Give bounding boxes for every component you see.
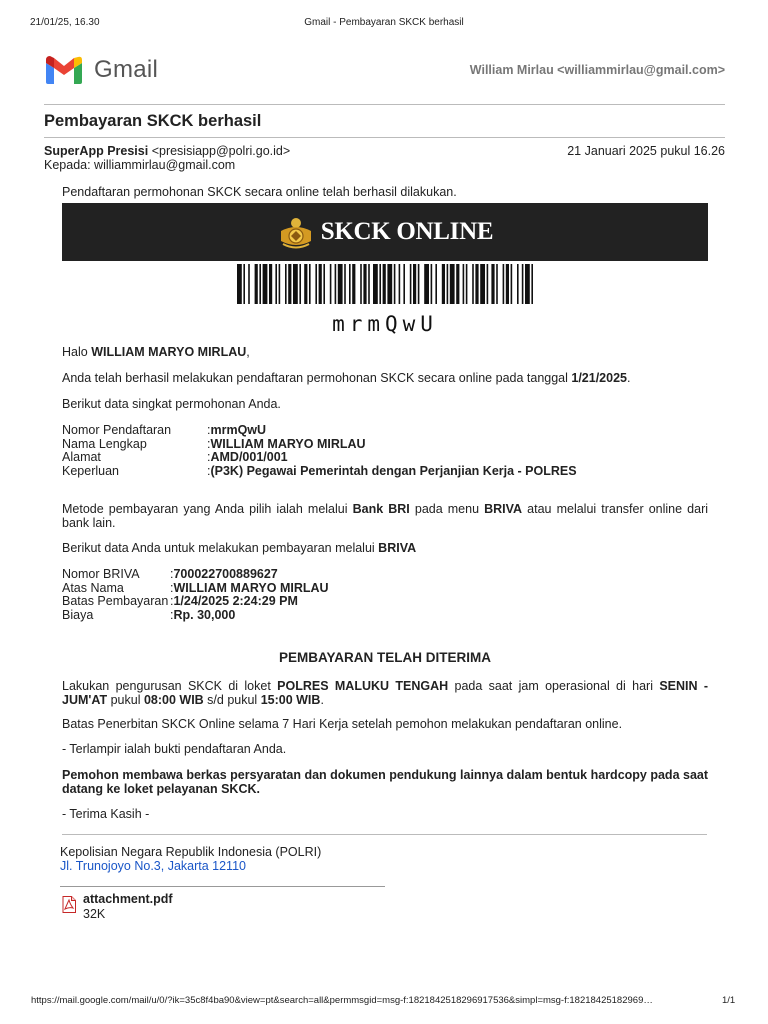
barcode-bar bbox=[472, 264, 474, 304]
payment-menu: BRIVA bbox=[484, 502, 523, 516]
registered-prefix: Anda telah berhasil melakukan pendaftaran permohonan SKCK secara online pada tanggal bbox=[62, 371, 572, 385]
registered-suffix: . bbox=[626, 371, 631, 385]
office-text-5: . bbox=[320, 692, 324, 707]
briva-row: Batas Pembayaran :1/24/2025 2:24:29 PM bbox=[62, 594, 298, 608]
gmail-wordmark: Gmail bbox=[94, 56, 159, 83]
barcode-bar bbox=[269, 264, 272, 304]
barcode-bar bbox=[379, 264, 381, 304]
gmail-m-icon bbox=[44, 55, 84, 85]
briva-details bbox=[62, 568, 329, 622]
registration-value: mrmQwU bbox=[210, 423, 267, 437]
barcode-bar bbox=[344, 264, 346, 304]
office-text-2: pada saat jam operasional di hari bbox=[448, 679, 660, 693]
barcode-bar bbox=[275, 264, 277, 304]
barcode-bar bbox=[456, 264, 459, 304]
barcode-bar bbox=[237, 264, 242, 304]
briva-value: 700022700889627 bbox=[173, 567, 278, 581]
barcode-bar bbox=[352, 264, 355, 304]
signature-org: Kepolisian Negara Republik Indonesia (POLRI) bbox=[60, 845, 322, 859]
registration-value: AMD/001/001 bbox=[210, 450, 288, 464]
barcode-bar bbox=[288, 264, 291, 304]
sender-name: SuperApp Presisi bbox=[44, 144, 149, 158]
barcode-bar bbox=[368, 264, 370, 304]
registered-date: 1/21/2025 bbox=[571, 371, 627, 385]
greeting bbox=[62, 346, 708, 360]
barcode-bar bbox=[299, 264, 301, 304]
briva-value: 1/24/2025 2:24:29 PM bbox=[173, 594, 298, 608]
briva-intro bbox=[62, 542, 708, 556]
barcode-bar bbox=[466, 264, 468, 304]
barcode-bar bbox=[463, 264, 465, 304]
email-subject: Pembayaran SKCK berhasil bbox=[44, 112, 262, 130]
office-name: POLRES MALUKU TENGAH bbox=[277, 679, 449, 693]
briva-label: Biaya bbox=[62, 607, 94, 622]
barcode-bar bbox=[309, 264, 311, 304]
briva-label: Nomor BRIVA bbox=[62, 567, 140, 581]
briva-value: Rp. 30,000 bbox=[173, 607, 236, 622]
header-divider bbox=[44, 104, 725, 105]
barcode-bar bbox=[496, 264, 498, 304]
barcode-bar bbox=[517, 264, 519, 304]
barcode-bar bbox=[263, 264, 268, 304]
print-page-title: Gmail - Pembayaran SKCK berhasil bbox=[304, 17, 464, 28]
barcode-bar bbox=[403, 264, 405, 304]
barcode-bar bbox=[480, 264, 485, 304]
banner-title: SKCK ONLINE bbox=[320, 218, 494, 245]
barcode-bar bbox=[450, 264, 455, 304]
print-url: https://mail.google.com/mail/u/0/?ik=35c8f4ba90&view=pt&search=all&permmsgid=msg-f:1821842518296917536&simpl=msg-f:18218425182969… bbox=[31, 995, 653, 1006]
barcode-bar bbox=[413, 264, 416, 304]
barcode-bar bbox=[279, 264, 281, 304]
attachment-size: 32K bbox=[83, 907, 106, 921]
briva-label: Atas Nama bbox=[62, 580, 124, 595]
barcode-bar bbox=[475, 264, 478, 304]
registration-row: Alamat :AMD/001/001 bbox=[62, 450, 288, 464]
attachment-divider bbox=[60, 886, 385, 887]
barcode-bar bbox=[503, 264, 505, 304]
barcode-bar bbox=[255, 264, 258, 304]
barcode-bar bbox=[338, 264, 343, 304]
registration-barcode bbox=[237, 264, 533, 304]
barcode-bar bbox=[248, 264, 250, 304]
briva-intro-prefix: Berikut data Anda untuk melakukan pembayaran melalui bbox=[62, 541, 379, 555]
briva-row: Biaya :Rp. 30,000 bbox=[62, 607, 236, 622]
greeting-suffix: , bbox=[246, 345, 250, 359]
barcode-bar bbox=[349, 264, 351, 304]
barcode-bar bbox=[394, 264, 396, 304]
summary-intro: Berikut data singkat permohonan Anda. bbox=[62, 397, 281, 411]
email-sender bbox=[44, 144, 290, 158]
registered-text bbox=[62, 372, 708, 386]
signature-address-link[interactable]: Jl. Trunojoyo No.3, Jakarta 12110 bbox=[60, 859, 246, 873]
thanks-text: - Terima Kasih - bbox=[62, 807, 150, 821]
registration-label: Nomor Pendaftaran bbox=[62, 423, 172, 437]
barcode-bar bbox=[319, 264, 322, 304]
briva-intro-bold: BRIVA bbox=[378, 541, 417, 555]
payment-bank: Bank BRI bbox=[352, 502, 410, 516]
registration-label: Nama Lengkap bbox=[62, 436, 147, 451]
payment-text-3: atau melalui transfer online dari bank lain. bbox=[62, 502, 709, 530]
barcode-bar bbox=[259, 264, 261, 304]
registration-row: Nomor Pendaftaran :mrmQwU bbox=[62, 423, 267, 437]
barcode-bar bbox=[387, 264, 392, 304]
attached-note: - Terlampir ialah bukti pendaftaran Anda. bbox=[62, 742, 287, 756]
intro-text: Pendaftaran permohonan SKCK secara online telah berhasil dilakukan. bbox=[62, 185, 457, 199]
email-recipient: Kepada: williammirlau@gmail.com bbox=[44, 158, 236, 172]
registration-details bbox=[62, 424, 577, 478]
print-page-number: 1/1 bbox=[722, 995, 736, 1006]
briva-row: Nomor BRIVA :700022700889627 bbox=[62, 567, 278, 581]
barcode-bar bbox=[410, 264, 412, 304]
office-text-4: s/d pukul bbox=[203, 692, 261, 707]
office-close: 15:00 WIB bbox=[260, 692, 321, 707]
office-days: SENIN - JUM'AT bbox=[62, 679, 709, 707]
barcode-bar bbox=[506, 264, 509, 304]
signature-divider bbox=[62, 834, 707, 835]
office-text-1: Lakukan pengurusan SKCK di loket bbox=[62, 679, 278, 693]
barcode-bar bbox=[360, 264, 362, 304]
registration-label: Alamat bbox=[62, 450, 101, 464]
subject-divider bbox=[44, 137, 725, 138]
barcode-bar bbox=[442, 264, 445, 304]
barcode-bar bbox=[531, 264, 533, 304]
barcode-bar bbox=[522, 264, 524, 304]
barcode-bar bbox=[487, 264, 489, 304]
briva-value: WILLIAM MARYO MIRLAU bbox=[173, 580, 329, 595]
barcode-bar bbox=[373, 264, 378, 304]
registration-row: Nama Lengkap :WILLIAM MARYO MIRLAU bbox=[62, 436, 366, 451]
pdf-file-icon[interactable] bbox=[62, 896, 76, 913]
barcode-bar bbox=[525, 264, 530, 304]
barcode-bar bbox=[285, 264, 287, 304]
barcode-bar bbox=[363, 264, 366, 304]
sender-email: <presisiapp@polri.go.id> bbox=[151, 144, 291, 158]
barcode-bar bbox=[243, 264, 245, 304]
payment-text-1: Metode pembayaran yang Anda pilih ialah melalui bbox=[62, 502, 353, 516]
briva-row: Atas Nama :WILLIAM MARYO MIRLAU bbox=[62, 580, 329, 595]
bring-documents-note: Pemohon membawa berkas persyaratan dan dokumen pendukung lainnya dalam bentuk hardcopy pada saat datang ke loket pelayanan SKCK. bbox=[62, 768, 709, 796]
police-emblem-icon bbox=[277, 213, 315, 251]
barcode-bar bbox=[330, 264, 332, 304]
office-text-3: pukul bbox=[107, 692, 144, 707]
barcode-text: mrmQwU bbox=[332, 312, 438, 336]
payment-method-text bbox=[62, 503, 708, 530]
registration-row: Keperluan :(P3K) Pegawai Pemerintah dengan Perjanjian Kerja - POLRES bbox=[62, 463, 577, 478]
skck-banner bbox=[62, 203, 708, 261]
barcode-bar bbox=[447, 264, 449, 304]
barcode-bar bbox=[315, 264, 317, 304]
barcode-bar bbox=[399, 264, 401, 304]
account-label: William Mirlau <williammirlau@gmail.com> bbox=[469, 63, 725, 77]
payment-text-2: pada menu bbox=[409, 502, 485, 516]
barcode-bar bbox=[418, 264, 420, 304]
registration-label: Keperluan bbox=[62, 463, 119, 478]
email-date: 21 Januari 2025 pukul 16.26 bbox=[567, 144, 725, 158]
greeting-prefix: Halo bbox=[62, 345, 92, 359]
briva-label: Batas Pembayaran bbox=[62, 594, 169, 608]
barcode-bar bbox=[335, 264, 337, 304]
barcode-bar bbox=[431, 264, 433, 304]
gmail-logo[interactable] bbox=[44, 55, 166, 85]
barcode-bar bbox=[511, 264, 513, 304]
barcode-bar bbox=[424, 264, 429, 304]
office-open: 08:00 WIB bbox=[143, 692, 204, 707]
greeting-name: WILLIAM MARYO MIRLAU bbox=[91, 345, 247, 359]
barcode-bar bbox=[304, 264, 307, 304]
barcode-bar bbox=[435, 264, 437, 304]
office-instructions bbox=[62, 680, 708, 707]
registration-value: WILLIAM MARYO MIRLAU bbox=[210, 436, 366, 451]
barcode-bar bbox=[323, 264, 325, 304]
print-datetime: 21/01/25, 16.30 bbox=[30, 17, 100, 28]
issuance-deadline: Batas Penerbitan SKCK Online selama 7 Hari Kerja setelah pemohon melakukan pendaftaran online. bbox=[62, 717, 623, 731]
registration-value: (P3K) Pegawai Pemerintah dengan Perjanjian Kerja - POLRES bbox=[210, 463, 577, 478]
barcode-bar bbox=[491, 264, 494, 304]
barcode-bar bbox=[383, 264, 386, 304]
attachment-name[interactable]: attachment.pdf bbox=[83, 892, 173, 906]
payment-received-title: PEMBAYARAN TELAH DITERIMA bbox=[278, 650, 492, 665]
barcode-bar bbox=[293, 264, 298, 304]
